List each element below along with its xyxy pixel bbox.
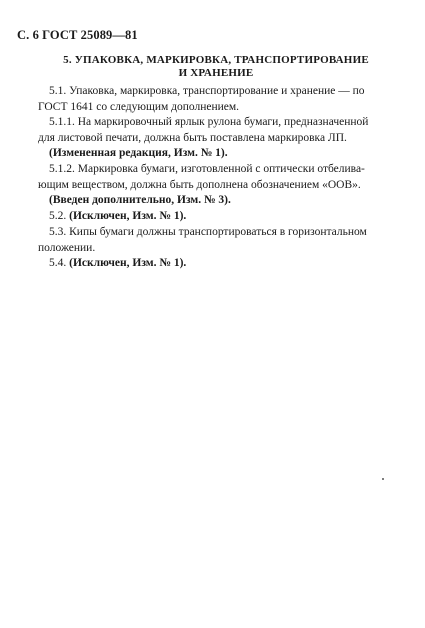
paragraph-5-1-line1: 5.1. Упаковка, маркировка, транспортирование и хранение — по <box>49 85 365 97</box>
paragraph-5-3-line2: положении. <box>38 241 96 254</box>
page-header: С. 6 ГОСТ 25089—81 <box>17 28 138 42</box>
paragraph-5-1-2-line1: 5.1.2. Маркировка бумаги, изготовленной с оптически отбелива- <box>49 163 365 175</box>
paragraph-5-3 <box>38 225 395 256</box>
paragraph-5-1-2 <box>38 162 395 209</box>
section-title-line1: 5. УПАКОВКА, МАРКИРОВКА, ТРАНСПОРТИРОВАНИЕ <box>63 54 369 66</box>
paragraph-5-4-number: 5.4. <box>49 257 67 269</box>
amendment-note-5-1-1: (Измененная редакция, Изм. № 1). <box>49 147 228 159</box>
amendment-note-5-1-2: (Введен дополнительно, Изм. № 3). <box>49 194 231 206</box>
paragraph-5-2 <box>38 209 395 225</box>
amendment-note-5-4: (Исключен, Изм. № 1). <box>69 257 187 269</box>
paragraph-5-1 <box>38 84 395 115</box>
paragraph-5-2-number: 5.2. <box>49 210 67 222</box>
scan-speck <box>382 478 384 480</box>
paragraph-5-1-1-line2: для листовой печати, должна быть поставлена маркировка ЛП. <box>38 131 347 144</box>
paragraph-5-1-2-line2: ющим веществом, должна быть дополнена обозначением «ООВ». <box>38 178 361 191</box>
section-title-line2: И ХРАНЕНИЕ <box>178 67 254 79</box>
paragraph-5-3-line1: 5.3. Кипы бумаги должны транспортироваться в горизонтальном <box>49 226 367 238</box>
paragraph-5-1-1 <box>38 115 395 162</box>
paragraph-5-1-1-line1: 5.1.1. На маркировочный ярлык рулона бумаги, предназначенной <box>49 116 369 128</box>
paragraph-5-1-line2: ГОСТ 1641 со следующим дополнением. <box>38 100 240 113</box>
paragraph-5-4 <box>38 256 395 272</box>
amendment-note-5-2: (Исключен, Изм. № 1). <box>69 210 187 222</box>
